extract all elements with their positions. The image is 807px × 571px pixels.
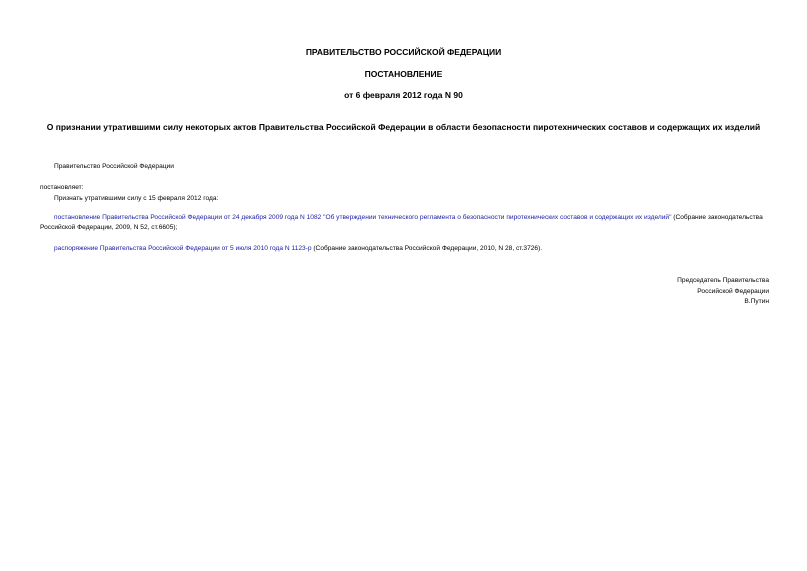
doc-type-heading: ПОСТАНОВЛЕНИЕ [364,69,443,79]
doc-title: О признании утратившими силу некоторых актов Правительства Российской Федерации в области безопасности пиротехнических составов и содержащих их изделий [46,122,761,132]
doc-date-number: от 6 февраля 2012 года N 90 [344,90,463,100]
item-1-source: (Собрание законодательства Российской Федерации, 2009, N 52, ст.6605); [40,214,763,231]
decides-text: постановляет: [40,184,84,191]
signature-position: Председатель Правительства [677,277,769,284]
item-1-link[interactable]: постановление Правительства Российской Федерации от 24 декабря 2009 года N 1082 "Об утверждении технического регламента о безопасности пиротехнических составов и содержащих их изделий" [54,214,672,221]
clause-text: Признать утратившими силу с 15 февраля 2012 года: [54,195,219,202]
intro-text: Правительство Российской Федерации [54,163,174,170]
item-2-link[interactable]: распоряжение Правительства Российской Федерации от 5 июля 2010 года N 1123-р [54,245,312,252]
item-2-source: (Собрание законодательства Российской Федерации, 2010, N 28, ст.3726). [311,245,543,252]
item-2 [40,244,768,254]
signature-org: Российской Федерации [697,288,769,295]
signature-name: В.Путин [744,298,769,305]
org-heading: ПРАВИТЕЛЬСТВО РОССИЙСКОЙ ФЕДЕРАЦИИ [305,47,502,57]
item-1 [40,213,768,232]
